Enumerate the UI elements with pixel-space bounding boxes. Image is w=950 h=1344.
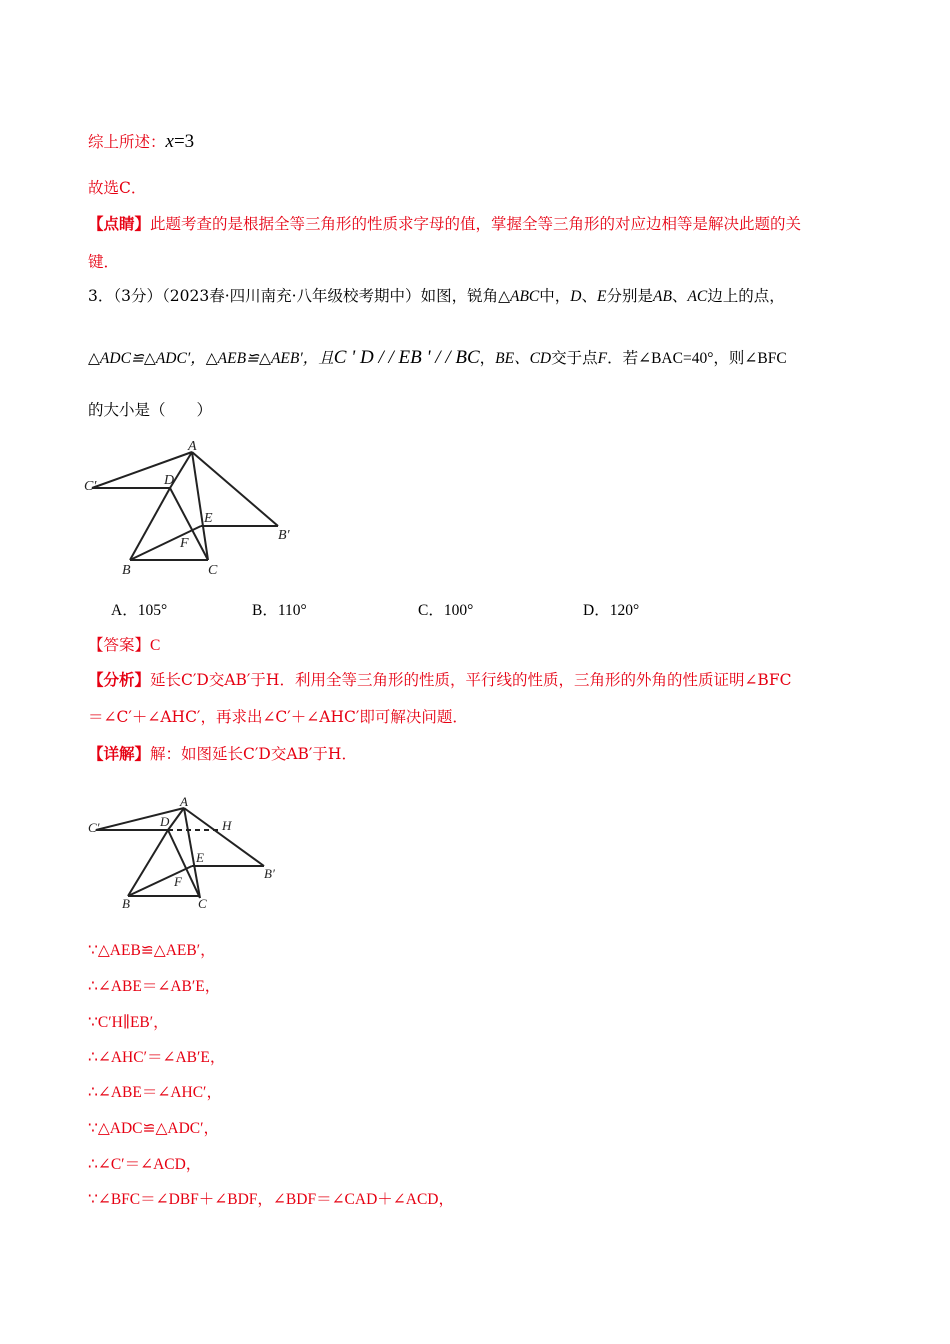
fig2-label-a: A: [180, 796, 188, 809]
question-stem-c: 分别是: [606, 287, 653, 305]
question-parallel: C ' D / / EB ' / / BC: [333, 347, 480, 368]
fig1-label-e: E: [204, 511, 213, 526]
proof-line: ∵△ADC≌△ADC′，: [88, 1120, 220, 1137]
fig2-label-c: C: [198, 896, 207, 911]
question-stem-b: 中，: [539, 287, 571, 305]
summary-val: 3: [184, 131, 195, 152]
detail-line: [88, 744, 357, 764]
fig2-label-d: D: [160, 814, 170, 829]
summary-eq: =: [173, 131, 185, 152]
proof-line: ∵△AEB≌△AEB′，: [88, 942, 216, 959]
summary-var: x: [165, 131, 174, 152]
question-line1: [88, 286, 785, 307]
seg-d-b: [130, 488, 170, 560]
option-c[interactable]: C．100°: [418, 602, 474, 619]
fig1-label-f: F: [180, 536, 189, 551]
proof-line: ∴∠ABE＝∠AB′E，: [88, 978, 221, 995]
proof-line: ∵C′H∥EB′，: [88, 1014, 169, 1031]
analysis-line2: ＝∠C′＋∠AHC′，再求出∠C′＋∠AHC′即可解决问题．: [88, 708, 468, 726]
prev-comment-text1: 此题考查的是根据全等三角形的性质求字母的值，掌握全等三角形的对应边相等是解决此题的关: [150, 215, 802, 233]
analysis-tag: 【分析】: [88, 670, 151, 689]
fig1-label-cp: C′: [84, 479, 97, 494]
summary-line: [88, 132, 194, 152]
question-figure: [80, 438, 320, 583]
analysis-line1: [88, 670, 791, 690]
proof-line: ∵∠BFC＝∠DBF＋∠BDF，∠BDF＝∠CAD＋∠ACD，: [88, 1191, 454, 1208]
question-ab: AB: [652, 288, 672, 305]
question-stem-a: 如图，锐角△: [420, 287, 510, 305]
question-cross: 交于点: [551, 349, 598, 367]
fig2-label-bp: B′: [264, 866, 275, 881]
fig2-label-h: H: [222, 818, 232, 833]
answer-value: C: [150, 637, 161, 654]
seg-b-e: [130, 526, 201, 560]
question-be-cd: BE、CD: [495, 350, 552, 367]
prev-choice: 故选C．: [88, 179, 147, 197]
question-score: （3分）: [113, 287, 162, 305]
fig2-label-b: B: [122, 896, 130, 911]
prev-comment-line1: [88, 214, 801, 234]
answer-line: [88, 635, 160, 656]
question-abc: ABC: [509, 288, 540, 305]
question-d: D: [570, 288, 582, 305]
question-number: 3．: [88, 287, 114, 305]
question-e: E: [597, 288, 607, 305]
fig2-label-e: E: [196, 850, 204, 865]
prev-comment-line2: 键．: [88, 253, 120, 271]
proof-line: ∴∠ABE＝∠AHC′，: [88, 1084, 222, 1101]
proof-line: ∴∠AHC′＝∠AB′E，: [88, 1049, 226, 1066]
question-sep2: 、: [671, 287, 688, 305]
question-condition: ．若∠BAC=40°，则∠BFC: [607, 350, 787, 367]
prev-comment-tag: 【点睛】: [88, 214, 151, 233]
seg-cp-a: [92, 452, 192, 488]
summary-label: 综上所述：: [88, 133, 166, 151]
analysis-text1: 延长C′D交AB′于H．利用全等三角形的性质，平行线的性质，三角形的外角的性质证明∠BFC: [150, 671, 792, 689]
question-congruence: △ADC≌△ADC′，△AEB≌△AEB′，且: [88, 350, 334, 367]
fig1-label-d: D: [164, 473, 175, 488]
question-ac: AC: [687, 288, 708, 305]
question-f: F: [597, 350, 608, 367]
solution-figure: [82, 796, 292, 916]
option-b[interactable]: B．110°: [252, 602, 307, 619]
fig1-label-c: C: [208, 563, 218, 578]
answer-tag: 【答案】: [88, 636, 151, 654]
question-ask: 的大小是（ ）: [88, 401, 213, 419]
option-d[interactable]: D．120°: [583, 602, 640, 619]
proof-line: ∴∠C′＝∠ACD，: [88, 1156, 202, 1173]
option-a[interactable]: A．105°: [111, 602, 168, 619]
fig2-label-cp: C′: [88, 820, 100, 835]
question-comma: ，: [479, 349, 496, 367]
question-sep1: 、: [581, 287, 597, 305]
fig1-label-a: A: [188, 439, 197, 454]
question-source: （2023春·四川南充·八年级校考期中）: [162, 287, 421, 305]
question-stem-d: 边上的点，: [707, 287, 785, 305]
question-line2: [88, 348, 787, 369]
fig1-label-b: B: [122, 563, 131, 578]
fig1-label-bp: B′: [278, 528, 290, 543]
fig2-label-f: F: [174, 874, 182, 889]
detail-tag: 【详解】: [88, 744, 151, 763]
detail-text: 解：如图延长C′D交AB′于H．: [150, 745, 357, 763]
